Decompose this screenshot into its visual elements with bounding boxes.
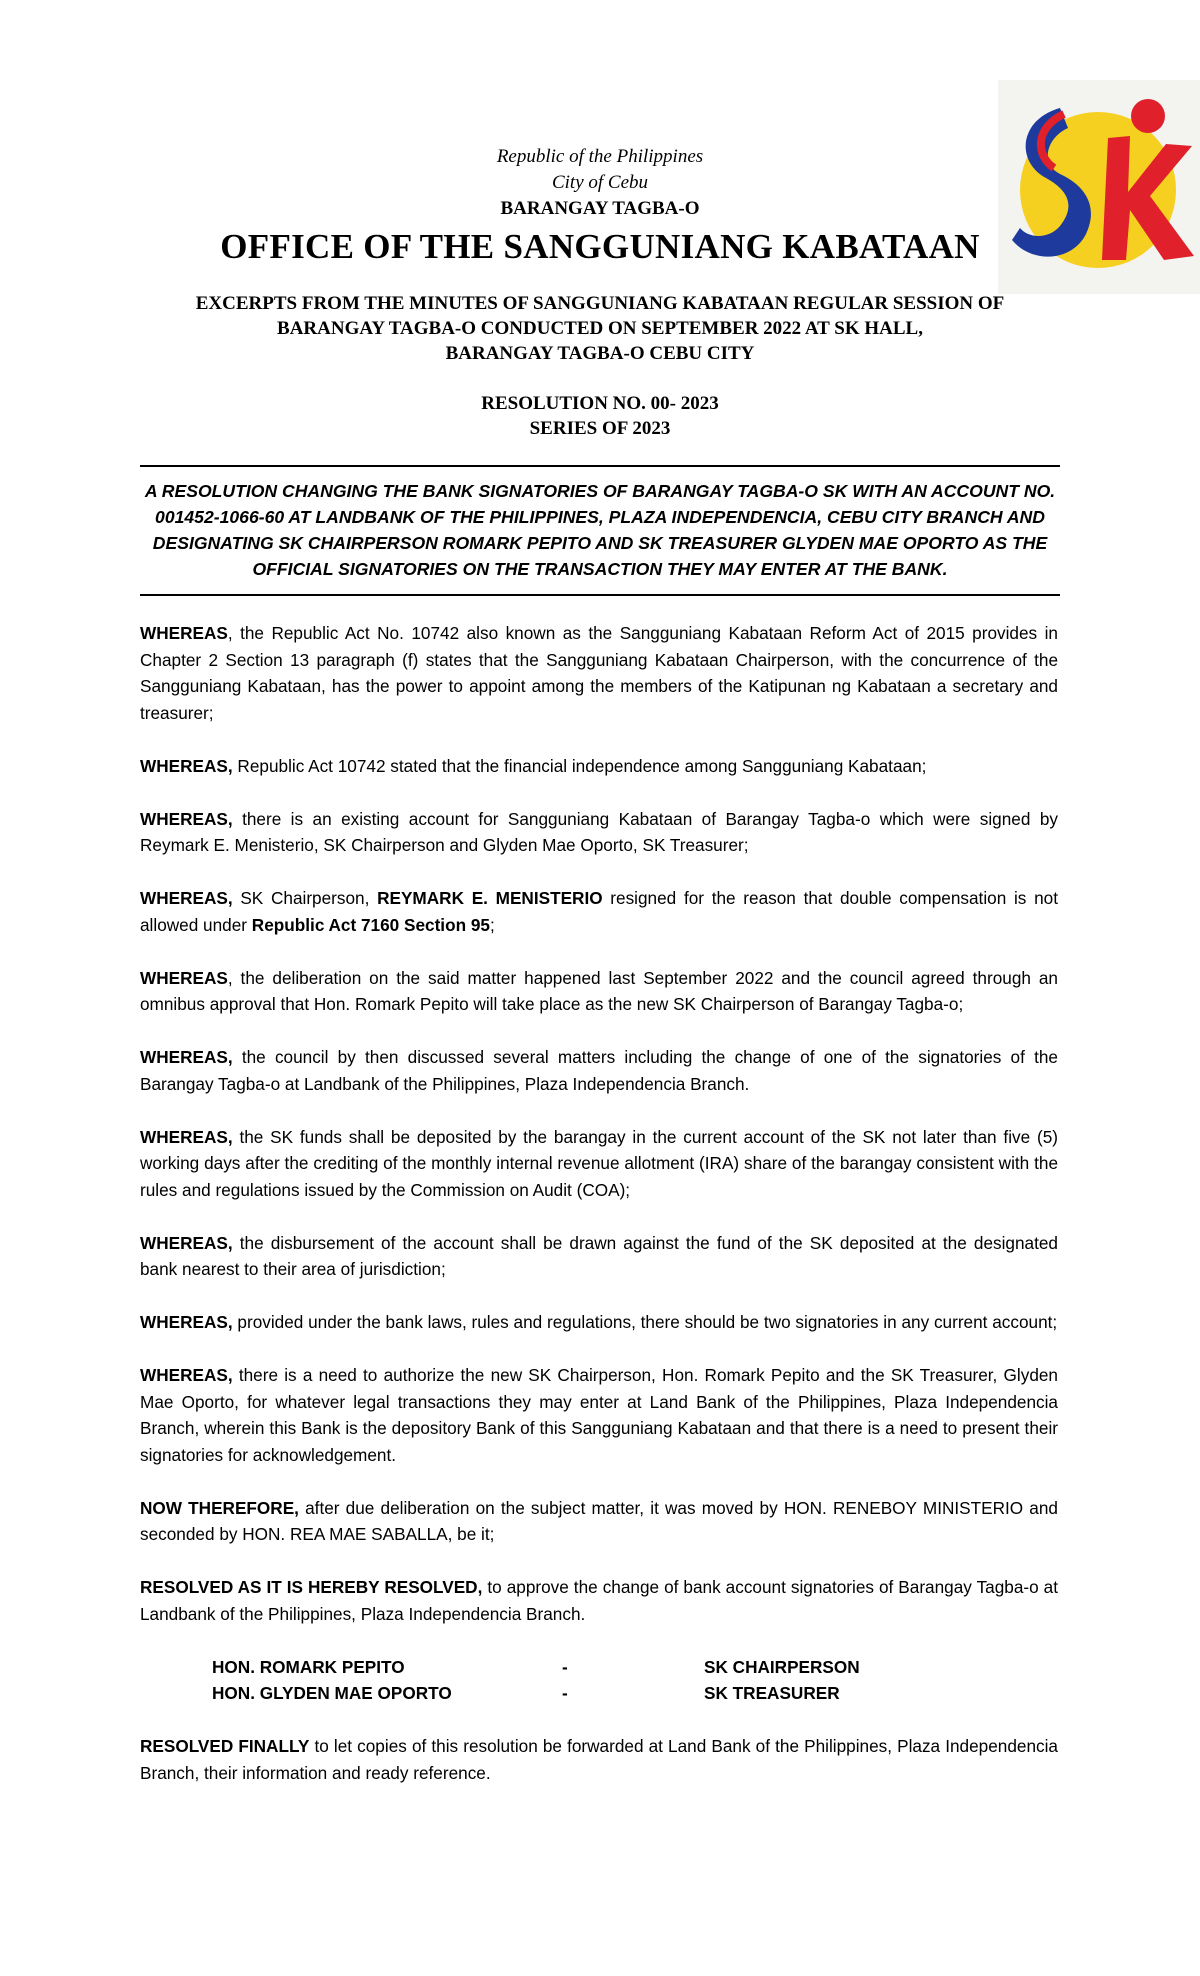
divider-bottom: [140, 594, 1060, 596]
clause-lead: WHEREAS,: [140, 888, 233, 908]
clause-lead: WHEREAS,: [140, 1126, 233, 1147]
resolution-title-text: A RESOLUTION CHANGING THE BANK SIGNATORIES OF BARANGAY TAGBA-O SK WITH AN ACCOUNT NO. 001452-1066-60 AT LANDBANK OF THE PHILIPPINES, PLAZA INDEPENDENCIA, CEBU CITY BRANCH AND DESIGNATING SK CHAIRPERSON ROMARK PEPITO AND SK TREASURER GLYDEN MAE OPORTO AS THE OFFICIAL SIGNATORIES ON THE TRANSACTION THEY MAY ENTER AT THE BANK.: [144, 481, 1056, 579]
clause-lead: WHEREAS,: [140, 808, 233, 829]
signatory-position: SK CHAIRPERSON: [704, 1656, 860, 1677]
resolved-finally-clause: [140, 1733, 1058, 1786]
document-header: [140, 144, 1060, 269]
clause-text: there is an existing account for Sangguniang Kabataan of Barangay Tagba-o which were signed by Reymark E. Menisterio, SK Chairperson and Glyden Mae Oporto, SK Treasurer;: [140, 808, 1058, 855]
whereas-clause: [140, 753, 1058, 780]
clause-lead: RESOLVED FINALLY: [140, 1736, 310, 1756]
clause-bold-name: REYMARK E. MENISTERIO: [377, 888, 603, 908]
signatory-row: [140, 1654, 1058, 1681]
resolution-title: [140, 466, 1060, 594]
now-therefore-clause: [140, 1495, 1058, 1548]
clause-lead: WHEREAS: [140, 967, 228, 988]
clause-lead: RESOLVED AS IT IS HEREBY RESOLVED,: [140, 1577, 483, 1597]
clause-text: , the deliberation on the said matter happened last September 2022 and the council agreed through an omnibus approval that Hon. Romark Pepito will take place as the new SK Chairperson of Barangay Tagba-o;: [140, 967, 1058, 1014]
whereas-clause: [140, 1044, 1058, 1097]
whereas-clause: [140, 1124, 1058, 1204]
signatory-dash: -: [562, 1683, 568, 1703]
resolution-number: RESOLUTION NO. 00- 2023: [481, 393, 719, 414]
clause-lead: WHEREAS,: [140, 1232, 233, 1253]
excerpts-heading: [140, 291, 1060, 366]
clause-text: the SK funds shall be deposited by the barangay in the current account of the SK not later than five (5) working days after the crediting of the monthly internal revenue allotment (IRA) share of the barangay consistent with the rules and regulations issued by the Commission on Audit (COA);: [140, 1126, 1058, 1200]
resolved-clause: [140, 1574, 1058, 1627]
barangay-line: BARANGAY TAGBA-O: [500, 198, 700, 219]
resolution-series: SERIES OF 2023: [529, 418, 671, 439]
whereas-clause: [140, 1362, 1058, 1468]
clause-lead: WHEREAS,: [140, 1047, 233, 1067]
clause-text: , the Republic Act No. 10742 also known as the Sangguniang Kabataan Reform Act of 2015 provides in Chapter 2 Section 13 paragraph (f) states that the Sangguniang Kabataan Chairperson, with the concurrence of the Sangguniang Kabataan, has the power to appoint among the members of the Katipunan ng Kabataan a secretary and treasurer;: [140, 623, 1058, 723]
clause-text: ;: [489, 914, 495, 935]
city-line: City of Cebu: [551, 172, 649, 193]
whereas-clause: [140, 806, 1058, 859]
whereas-clause: [140, 965, 1058, 1018]
clause-text: resigned for the reason that double compensation is not allowed under: [140, 888, 1058, 935]
clause-text: Republic Act 10742 stated that the financial independence among Sangguniang Kabataan;: [232, 755, 927, 776]
clause-text: to let copies of this resolution be forwarded at Land Bank of the Philippines, Plaza Independencia Branch, their information and ready reference.: [140, 1736, 1058, 1783]
clause-lead: WHEREAS,: [140, 1365, 233, 1385]
resolution-number-block: [140, 391, 1060, 441]
excerpts-line: EXCERPTS FROM THE MINUTES OF SANGGUNIANG KABATAAN REGULAR SESSION OF: [195, 293, 1005, 314]
whereas-clause: [140, 620, 1058, 726]
clause-text: to approve the change of bank account signatories of Barangay Tagba-o at Landbank of the Philippines, Plaza Independencia Branch.: [140, 1577, 1059, 1624]
signatory-dash: -: [562, 1656, 568, 1677]
signatory-row: [140, 1680, 1058, 1707]
clause-text: the disbursement of the account shall be drawn against the fund of the SK deposited at the designated bank nearest to their area of jurisdiction;: [140, 1232, 1058, 1279]
republic-line: Republic of the Philippines: [496, 146, 704, 167]
whereas-clause: [140, 885, 1058, 938]
clause-text: there is a need to authorize the new SK Chairperson, Hon. Romark Pepito and the SK Treasurer, Glyden Mae Oporto, for whatever legal transactions they may enter at Land Bank of the Philippines, Plaza Independencia Branch, wherein this Bank is the depository Bank of this Sangguniang Kabataan and that there is a need to present their signatories for acknowledgement.: [140, 1365, 1058, 1465]
clause-lead: WHEREAS,: [140, 1312, 233, 1332]
clause-text: provided under the bank laws, rules and regulations, there should be two signatories in any current account;: [232, 1312, 1058, 1332]
clause-lead: NOW THEREFORE,: [140, 1497, 299, 1518]
signatory-position: SK TREASURER: [704, 1683, 840, 1703]
whereas-clause: [140, 1230, 1058, 1283]
clause-text: after due deliberation on the subject matter, it was moved by HON. RENEBOY MINISTERIO and seconded by HON. REA MAE SABALLA, be it;: [140, 1497, 1058, 1544]
signatories-list: [140, 1654, 1058, 1707]
clause-lead: WHEREAS,: [140, 755, 233, 776]
signatory-name: HON. GLYDEN MAE OPORTO: [212, 1683, 452, 1703]
signatory-name: HON. ROMARK PEPITO: [212, 1656, 405, 1677]
clause-lead: WHEREAS: [140, 623, 228, 643]
clause-bold-law: Republic Act 7160 Section 95: [251, 914, 490, 935]
whereas-clause: [140, 1309, 1058, 1336]
excerpts-line: BARANGAY TAGBA-O CEBU CITY: [445, 343, 755, 364]
excerpts-line: BARANGAY TAGBA-O CONDUCTED ON SEPTEMBER 2022 AT SK HALL,: [277, 318, 923, 339]
resolution-body: [140, 620, 1058, 1813]
office-title: OFFICE OF THE SANGGUNIANG KABATAAN: [220, 227, 980, 266]
clause-text: SK Chairperson,: [232, 888, 378, 908]
clause-text: the council by then discussed several matters including the change of one of the signatories of the Barangay Tagba-o at Landbank of the Philippines, Plaza Independencia Branch.: [140, 1047, 1058, 1094]
